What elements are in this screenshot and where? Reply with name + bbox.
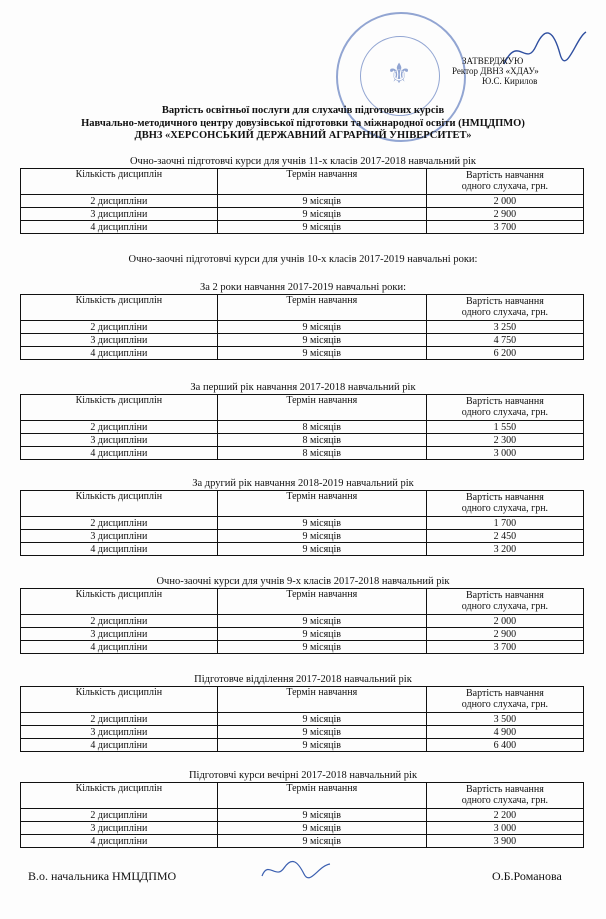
table-row (21, 641, 584, 654)
section-caption: Підготовче відділення 2017-2018 навчальний рік (194, 674, 412, 685)
cost-header-line2: одного слухача, грн. (461, 181, 549, 192)
cell-disciplines: 4 дисципліни (21, 221, 218, 234)
cell-disciplines: 4 дисципліни (21, 641, 218, 654)
table-row (21, 347, 584, 360)
column-header-duration: Термін навчання (217, 295, 426, 321)
table-header-row (21, 589, 584, 615)
column-header-disciplines: Кількість дисциплін (21, 491, 218, 517)
cell-disciplines: 4 дисципліни (21, 447, 218, 460)
table-row (21, 434, 584, 447)
column-header-duration: Термін навчання (217, 687, 426, 713)
table-row (21, 321, 584, 334)
cell-cost: 1 550 (426, 421, 583, 434)
cell-cost: 3 500 (426, 713, 583, 726)
cell-duration: 9 місяців (217, 334, 426, 347)
document-title-line2: Навчально-методичного центру довузівської підготовки та міжнародної освіти (НМЦДПМО) (81, 118, 525, 129)
table-row (21, 195, 584, 208)
section-caption: Очно-заочні підготовчі курси для учнів 11-х класів 2017-2018 навчальний рік (129, 156, 477, 167)
cell-duration: 9 місяців (217, 641, 426, 654)
cell-disciplines: 3 дисципліни (21, 434, 218, 447)
cost-header-line2: одного слухача, грн. (461, 699, 549, 710)
cell-disciplines: 3 дисципліни (21, 208, 218, 221)
section-caption: Очно-заочні курси для учнів 9-х класів 2017-2018 навчальний рік (156, 576, 450, 587)
cell-cost: 6 400 (426, 739, 583, 752)
signatory-name: О.Б.Романова (492, 869, 562, 883)
approval-title: ЗАТВЕРДЖУЮ (462, 56, 524, 66)
cell-disciplines: 2 дисципліни (21, 809, 218, 822)
approval-name: Ю.С. Кирилов (482, 76, 538, 86)
approval-position: Ректор ДВНЗ «ХДАУ» (452, 66, 539, 76)
document-title-line3: ДВНЗ «ХЕРСОНСЬКИЙ ДЕРЖАВНИЙ АГРАРНИЙ УНІВЕРСИТЕТ» (134, 130, 472, 141)
table-header-row (21, 687, 584, 713)
cost-header-line1: Вартість навчання (465, 590, 544, 601)
column-header-disciplines: Кількість дисциплін (21, 687, 218, 713)
cell-duration: 9 місяців (217, 543, 426, 556)
cell-cost: 2 900 (426, 208, 583, 221)
column-header-disciplines: Кількість дисциплін (21, 395, 218, 421)
cell-duration: 9 місяців (217, 530, 426, 543)
table-header-row (21, 783, 584, 809)
cell-duration: 9 місяців (217, 726, 426, 739)
table-row (21, 208, 584, 221)
table-header-row (21, 169, 584, 195)
table-row (21, 726, 584, 739)
cell-disciplines: 3 дисципліни (21, 530, 218, 543)
cell-duration: 9 місяців (217, 809, 426, 822)
table-row (21, 334, 584, 347)
cost-header-line2: одного слухача, грн. (461, 795, 549, 806)
column-header-duration: Термін навчання (217, 169, 426, 195)
table-row (21, 835, 584, 848)
cell-cost: 3 000 (426, 447, 583, 460)
cell-disciplines: 4 дисципліни (21, 835, 218, 848)
table-row (21, 447, 584, 460)
table-header-row (21, 491, 584, 517)
cell-cost: 1 700 (426, 517, 583, 530)
cost-header-line1: Вартість навчання (465, 296, 544, 307)
table-row (21, 421, 584, 434)
table-header-row (21, 395, 584, 421)
fee-table (20, 588, 584, 654)
fee-table (20, 294, 584, 360)
column-header-duration: Термін навчання (217, 783, 426, 809)
table-row (21, 822, 584, 835)
cost-header-line1: Вартість навчання (465, 784, 544, 795)
cell-duration: 9 місяців (217, 517, 426, 530)
table-row (21, 739, 584, 752)
fee-table (20, 394, 584, 460)
column-header-duration: Термін навчання (217, 491, 426, 517)
cell-duration: 8 місяців (217, 434, 426, 447)
cost-header-line2: одного слухача, грн. (461, 307, 549, 318)
cell-disciplines: 2 дисципліни (21, 321, 218, 334)
cell-cost: 3 900 (426, 835, 583, 848)
section-subheading: Очно-заочні підготовчі курси для учнів 10-х класів 2017-2019 навчальні роки: (128, 254, 478, 265)
cell-cost: 2 000 (426, 615, 583, 628)
column-header-cost (426, 491, 583, 517)
column-header-disciplines: Кількість дисциплін (21, 783, 218, 809)
table-header-row (21, 295, 584, 321)
table-row (21, 543, 584, 556)
section-caption: За перший рік навчання 2017-2018 навчальний рік (190, 382, 416, 393)
cell-disciplines: 3 дисципліни (21, 726, 218, 739)
cell-disciplines: 2 дисципліни (21, 195, 218, 208)
fee-table (20, 168, 584, 234)
column-header-cost (426, 687, 583, 713)
section-caption: Підготовчі курси вечірні 2017-2018 навчальний рік (188, 770, 418, 781)
cell-cost: 2 300 (426, 434, 583, 447)
fee-table (20, 490, 584, 556)
table-row (21, 221, 584, 234)
column-header-disciplines: Кількість дисциплін (21, 589, 218, 615)
column-header-cost (426, 589, 583, 615)
cell-disciplines: 2 дисципліни (21, 713, 218, 726)
column-header-duration: Термін навчання (217, 589, 426, 615)
cell-duration: 9 місяців (217, 615, 426, 628)
cost-header-line1: Вартість навчання (465, 396, 544, 407)
signatory-position: В.о. начальника НМЦДПМО (28, 869, 177, 883)
fee-table (20, 782, 584, 848)
cell-disciplines: 2 дисципліни (21, 421, 218, 434)
cell-disciplines: 3 дисципліни (21, 628, 218, 641)
cell-cost: 3 700 (426, 221, 583, 234)
cost-header-line1: Вартість навчання (465, 170, 544, 181)
table-row (21, 713, 584, 726)
column-header-disciplines: Кількість дисциплін (21, 169, 218, 195)
cell-cost: 2 200 (426, 809, 583, 822)
cell-duration: 8 місяців (217, 421, 426, 434)
head-signature (256, 858, 336, 882)
table-row (21, 628, 584, 641)
cell-disciplines: 4 дисципліни (21, 347, 218, 360)
fee-table (20, 686, 584, 752)
cell-duration: 9 місяців (217, 221, 426, 234)
cost-header-line2: одного слухача, грн. (461, 407, 549, 418)
cell-disciplines: 2 дисципліни (21, 615, 218, 628)
cell-cost: 3 200 (426, 543, 583, 556)
cell-duration: 8 місяців (217, 447, 426, 460)
cell-disciplines: 4 дисципліни (21, 543, 218, 556)
column-header-cost (426, 395, 583, 421)
cell-disciplines: 3 дисципліни (21, 822, 218, 835)
cell-cost: 2 450 (426, 530, 583, 543)
cell-disciplines: 3 дисципліни (21, 334, 218, 347)
document-title: Вартість освітньої послуги для слухачів підготовчих курсів (161, 105, 445, 116)
cost-header-line2: одного слухача, грн. (461, 503, 549, 514)
column-header-cost (426, 783, 583, 809)
cell-cost: 3 000 (426, 822, 583, 835)
cost-header-line1: Вартість навчання (465, 688, 544, 699)
cell-cost: 2 900 (426, 628, 583, 641)
table-row (21, 517, 584, 530)
cell-duration: 9 місяців (217, 835, 426, 848)
column-header-disciplines: Кількість дисциплін (21, 295, 218, 321)
section-caption: За 2 роки навчання 2017-2019 навчальні роки: (199, 282, 407, 293)
table-row (21, 615, 584, 628)
table-row (21, 809, 584, 822)
column-header-duration: Термін навчання (217, 395, 426, 421)
cell-cost: 4 900 (426, 726, 583, 739)
column-header-cost (426, 295, 583, 321)
cell-duration: 9 місяців (217, 195, 426, 208)
cell-duration: 9 місяців (217, 822, 426, 835)
cell-disciplines: 4 дисципліни (21, 739, 218, 752)
cell-duration: 9 місяців (217, 713, 426, 726)
cost-header-line2: одного слухача, грн. (461, 601, 549, 612)
cell-disciplines: 2 дисципліни (21, 517, 218, 530)
cell-cost: 2 000 (426, 195, 583, 208)
cell-duration: 9 місяців (217, 628, 426, 641)
trident-icon: ⚜ (386, 59, 412, 90)
cell-cost: 3 700 (426, 641, 583, 654)
table-row (21, 530, 584, 543)
cell-cost: 4 750 (426, 334, 583, 347)
cost-header-line1: Вартість навчання (465, 492, 544, 503)
cell-cost: 6 200 (426, 347, 583, 360)
cell-duration: 9 місяців (217, 208, 426, 221)
section-caption: За другий рік навчання 2018-2019 навчальний рік (192, 478, 414, 489)
cell-duration: 9 місяців (217, 347, 426, 360)
cell-duration: 9 місяців (217, 739, 426, 752)
cell-duration: 9 місяців (217, 321, 426, 334)
approval-block (452, 56, 539, 86)
column-header-cost (426, 169, 583, 195)
cell-cost: 3 250 (426, 321, 583, 334)
